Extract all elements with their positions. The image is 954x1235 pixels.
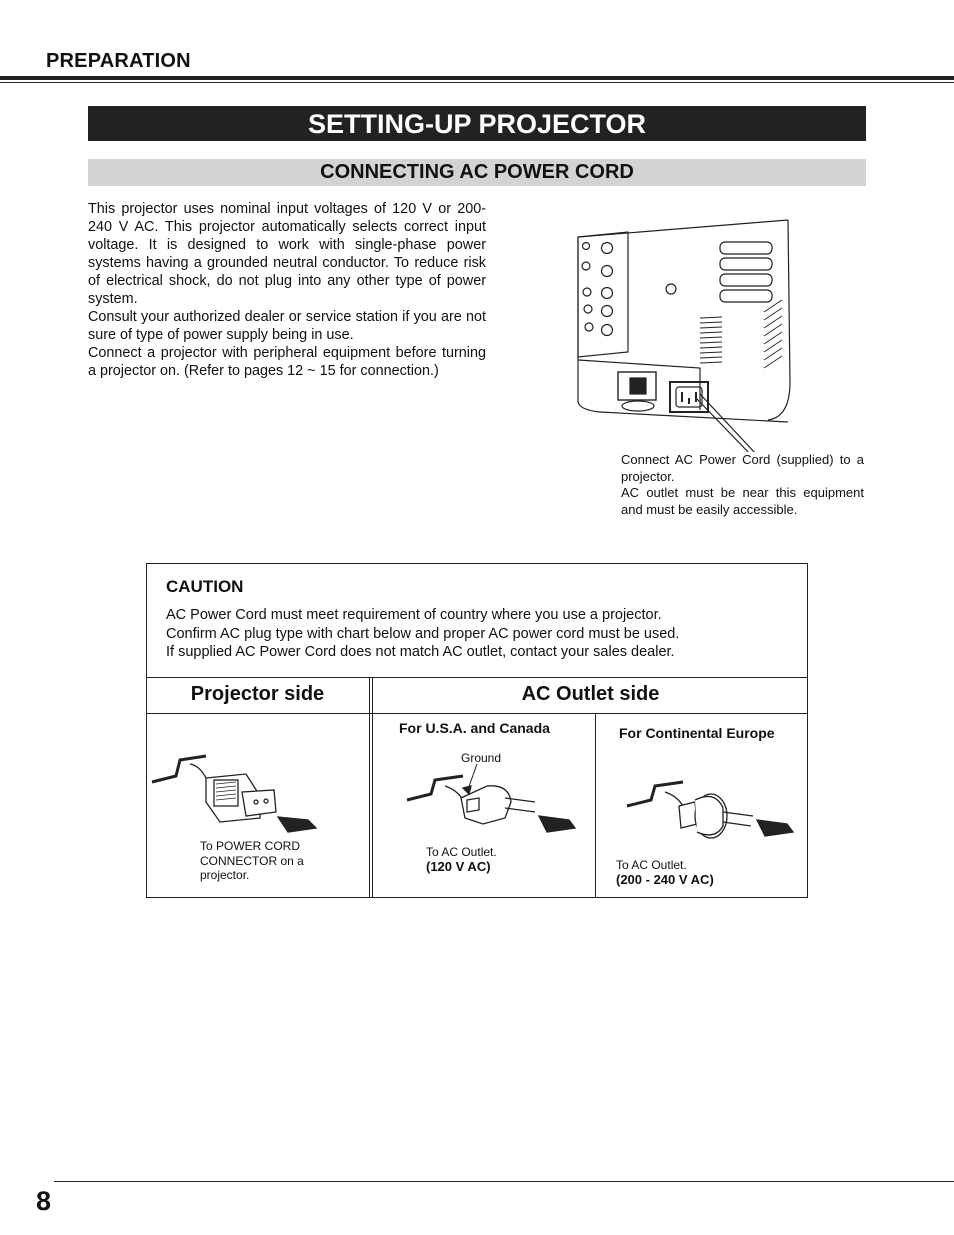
caution-line-1: AC Power Cord must meet requirement of country where you use a projector. [166, 607, 662, 623]
projector-side-plug-icon [150, 752, 320, 837]
body-paragraph-3: Connect a projector with peripheral equipment before turning a projector on. (Refer to pages 12 ~ 15 for connection.) [88, 345, 486, 379]
projector-side-heading: Projector side [190, 683, 325, 705]
europe-plug-icon [625, 776, 800, 856]
europe-voltage: (200 - 240 V AC) [616, 871, 714, 887]
europe-note [616, 858, 714, 887]
usa-note [426, 845, 497, 874]
body-paragraph-2: Consult your authorized dealer or service station if you are not sure of type of power supply being in use. [88, 309, 486, 343]
section-header: PREPARATION [46, 50, 191, 72]
projector-rear-illustration [560, 212, 870, 452]
table-divider [146, 677, 808, 678]
illustration-caption [621, 452, 864, 518]
section-subtitle: CONNECTING AC POWER CORD [88, 159, 866, 186]
footer-rule [54, 1181, 954, 1182]
table-divider [595, 713, 596, 898]
page-number: 8 [36, 1186, 52, 1216]
ac-outlet-side-heading: AC Outlet side [521, 683, 660, 705]
projector-side-note: To POWER CORD CONNECTOR on a projector. [200, 839, 304, 882]
table-divider [146, 713, 808, 714]
ground-label: Ground [461, 751, 502, 765]
table-divider [369, 677, 370, 898]
header-rule-thin [0, 82, 954, 83]
caption-line-1: Connect AC Power Cord (supplied) to a projector. [621, 452, 864, 484]
caption-line-2: AC outlet must be near this equipment and must be easily accessible. [621, 485, 864, 517]
usa-plug-icon [405, 764, 585, 844]
table-divider [372, 677, 373, 898]
caution-text [166, 606, 786, 662]
caution-title: CAUTION [166, 577, 244, 596]
europe-heading: For Continental Europe [619, 725, 775, 741]
body-paragraph-1: This projector uses nominal input voltages of 120 V or 200-240 V AC. This projector automatically selects correct input voltage. It is designed to work with single-phase power systems having a grounded neutral conductor. To reduce risk of electrical shock, do not plug into any other type of power system. [88, 201, 486, 307]
usa-note-text: To AC Outlet. [426, 845, 497, 859]
caution-line-3: If supplied AC Power Cord does not match AC outlet, contact your sales dealer. [166, 644, 675, 660]
europe-note-text: To AC Outlet. [616, 858, 687, 872]
header-rule [0, 76, 954, 80]
body-text [88, 200, 486, 380]
usa-heading: For U.S.A. and Canada [399, 720, 550, 736]
page-title: SETTING-UP PROJECTOR [88, 106, 866, 141]
usa-voltage: (120 V AC) [426, 858, 491, 874]
caution-line-2: Confirm AC plug type with chart below and proper AC power cord must be used. [166, 625, 680, 642]
